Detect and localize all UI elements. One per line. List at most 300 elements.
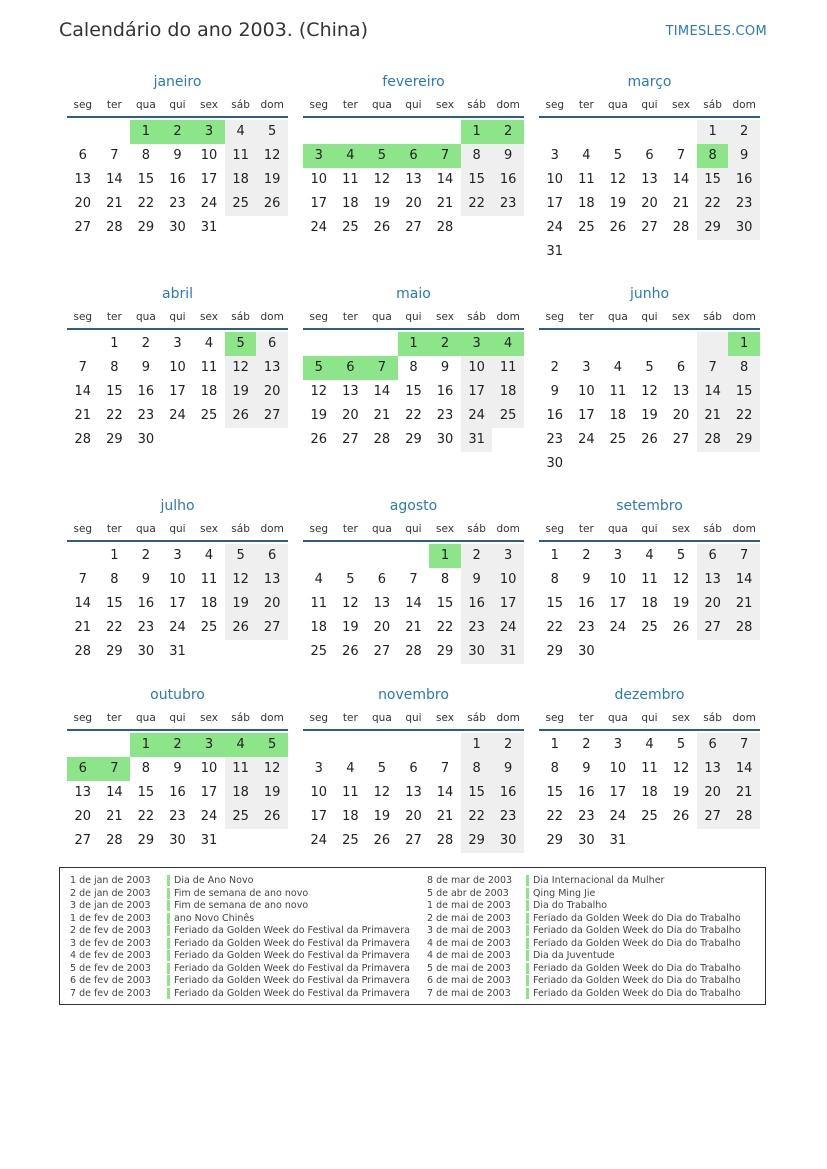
- day-cell: 22: [137, 196, 155, 211]
- day-cell: 13: [641, 172, 658, 187]
- day-cell: 12: [609, 172, 627, 187]
- day-cell: 28: [74, 644, 92, 659]
- day-cell: 5: [225, 544, 257, 568]
- holiday-day: 6: [67, 757, 99, 781]
- day-cell: 7: [78, 360, 87, 375]
- day-cell: 14: [373, 384, 391, 399]
- day-cell: 17: [609, 596, 627, 611]
- legend-date: 1 de fev de 2003: [70, 912, 151, 924]
- weekday-label: seg: [73, 311, 93, 323]
- legend-date: 2 de fev de 2003: [70, 925, 151, 936]
- day-cell: 8: [141, 761, 151, 776]
- day-cell: 9: [582, 761, 591, 776]
- holiday-day: 5: [256, 733, 288, 757]
- day-cell: 1: [550, 737, 559, 752]
- day-cell: 12: [256, 757, 288, 781]
- legend-row: [70, 900, 410, 913]
- empty-cell: [366, 120, 398, 144]
- holiday-day: 6: [398, 144, 430, 168]
- weekday-label: ter: [578, 523, 594, 535]
- day-cell: 6: [645, 148, 654, 163]
- holiday-color-marker: [167, 963, 170, 974]
- day-cell: 17: [169, 596, 186, 611]
- weekday-label: qua: [372, 712, 392, 724]
- day-cell: 9: [492, 757, 524, 781]
- day-cell: 2: [141, 336, 151, 351]
- legend-date: 7 de mai de 2003: [427, 987, 511, 999]
- weekday-label: qui: [641, 712, 658, 724]
- day-cell: 15: [137, 172, 155, 187]
- day-cell: 4: [314, 572, 323, 587]
- day-cell: 7: [409, 572, 418, 587]
- month-junho: [539, 282, 760, 476]
- month-agosto: [303, 494, 524, 664]
- day-cell: 26: [225, 616, 257, 640]
- day-cell: 15: [405, 384, 422, 399]
- day-cell: 2: [582, 548, 591, 563]
- holiday-day: 1: [429, 544, 461, 568]
- weekday-label: seg: [73, 712, 93, 724]
- month-name: junho: [629, 286, 670, 302]
- weekday-header: [539, 306, 760, 330]
- day-cell: 25: [200, 620, 218, 635]
- day-cell: 13: [342, 384, 359, 399]
- weekday-label: qui: [641, 523, 658, 535]
- legend-name: Fim de semana de ano novo: [174, 900, 309, 911]
- weekday-label: sáb: [703, 523, 722, 535]
- day-cell: 30: [169, 833, 186, 848]
- day-cell: 13: [74, 172, 92, 187]
- day-cell: 30: [546, 456, 564, 471]
- day-cell: 3: [582, 360, 591, 375]
- brand-link[interactable]: TIMESLES.COM: [665, 24, 767, 39]
- legend-date: 4 de mai de 2003: [427, 950, 511, 961]
- day-cell: 19: [256, 168, 288, 192]
- day-cell: 11: [200, 572, 218, 587]
- day-cell: 28: [436, 220, 454, 235]
- legend-date: 8 de mar de 2003: [427, 875, 513, 886]
- holiday-day: 2: [492, 120, 524, 144]
- legend-name: Feriado da Golden Week do Dia do Trabalho: [533, 962, 741, 974]
- legend-date: 6 de fev de 2003: [70, 975, 151, 986]
- holiday-day: 3: [193, 733, 225, 757]
- day-cell: 15: [436, 596, 454, 611]
- holiday-day: 3: [461, 332, 493, 356]
- day-cell: 16: [492, 168, 524, 192]
- day-cell: 19: [225, 592, 257, 616]
- day-cell: 17: [492, 592, 524, 616]
- day-cell: 11: [641, 572, 658, 587]
- day-cell: 9: [141, 360, 151, 375]
- legend-row: [70, 925, 410, 938]
- legend-date: 5 de abr de 2003: [427, 887, 509, 899]
- legend-row: [427, 963, 741, 976]
- weekday-label: dom: [260, 712, 284, 724]
- holiday-day: 7: [99, 757, 131, 781]
- day-cell: 22: [436, 620, 454, 635]
- day-cell: 30: [137, 644, 155, 659]
- day-cell: 3: [173, 548, 182, 563]
- day-cell: 31: [461, 428, 493, 452]
- day-cell: 26: [672, 620, 690, 635]
- weekday-label: qua: [608, 99, 628, 111]
- day-cell: 24: [461, 404, 493, 428]
- day-cell: 14: [697, 380, 729, 404]
- day-cell: 21: [436, 196, 454, 211]
- holiday-day: 5: [366, 144, 398, 168]
- day-cell: 27: [672, 432, 690, 447]
- weekday-label: sex: [436, 99, 455, 111]
- month-dezembro: [539, 683, 760, 853]
- legend-name: Feriado da Golden Week do Festival da Primavera: [174, 987, 410, 999]
- holiday-color-marker: [167, 913, 170, 924]
- day-cell: 7: [697, 356, 729, 380]
- legend-name: Feriado da Golden Week do Dia do Trabalho: [533, 987, 741, 999]
- day-cell: 30: [461, 640, 493, 664]
- day-cell: 8: [728, 356, 760, 380]
- month-janeiro: [67, 70, 288, 240]
- holiday-day: 3: [193, 120, 225, 144]
- day-cell: 5: [613, 148, 623, 163]
- day-cell: 14: [728, 568, 760, 592]
- weekday-label: sex: [200, 99, 219, 111]
- day-cell: 17: [461, 380, 493, 404]
- day-cell: 12: [672, 761, 690, 776]
- empty-cell: [335, 120, 367, 144]
- holiday-day: 8: [697, 144, 729, 168]
- holiday-color-marker: [167, 925, 170, 936]
- day-cell: 18: [641, 596, 658, 611]
- day-cell: 4: [204, 336, 214, 351]
- legend-date: 6 de mai de 2003: [427, 975, 511, 986]
- day-cell: 30: [728, 216, 760, 240]
- day-cell: 15: [697, 168, 729, 192]
- day-cell: 28: [728, 616, 760, 640]
- empty-cell: [665, 332, 697, 356]
- day-cell: 31: [492, 640, 524, 664]
- legend-column-left: [70, 875, 410, 1000]
- day-cell: 5: [676, 737, 686, 752]
- day-cell: 26: [672, 809, 690, 824]
- day-cell: 9: [141, 572, 151, 587]
- legend-date: 3 de jan de 2003: [70, 900, 151, 911]
- weekday-label: qua: [372, 99, 392, 111]
- day-cell: 5: [645, 360, 654, 375]
- legend-row: [427, 900, 741, 913]
- day-cell: 26: [641, 432, 658, 447]
- legend-name: Feriado da Golden Week do Festival da Primavera: [174, 925, 410, 936]
- legend-date: 4 de fev de 2003: [70, 950, 151, 961]
- legend-date: 1 de mai de 2003: [427, 900, 511, 911]
- day-cell: 15: [106, 596, 123, 611]
- weekday-label: dom: [732, 712, 756, 724]
- day-cell: 19: [310, 408, 328, 423]
- day-cell: 10: [609, 761, 627, 776]
- legend-date: 2 de mai de 2003: [427, 912, 511, 924]
- month-novembro: [303, 683, 524, 853]
- month-julho: [67, 494, 288, 664]
- day-cell: 14: [728, 757, 760, 781]
- day-cell: 20: [641, 196, 658, 211]
- day-cell: 6: [256, 544, 288, 568]
- legend-name: Feriado da Golden Week do Dia do Trabalho: [533, 912, 741, 924]
- empty-cell: [335, 733, 367, 757]
- day-cell: 12: [310, 384, 328, 399]
- weekday-label: sex: [436, 311, 455, 323]
- legend-row: [427, 988, 741, 1001]
- day-cell: 9: [461, 568, 493, 592]
- day-cell: 14: [436, 785, 454, 800]
- day-cell: 19: [672, 596, 690, 611]
- day-cell: 2: [141, 548, 151, 563]
- day-cell: 17: [578, 408, 595, 423]
- day-cell: 11: [609, 384, 627, 399]
- day-cell: 28: [728, 805, 760, 829]
- day-cell: 30: [578, 833, 595, 848]
- weekday-label: sex: [672, 712, 691, 724]
- day-cell: 12: [225, 356, 257, 380]
- day-cell: 18: [492, 380, 524, 404]
- day-cell: 11: [200, 360, 218, 375]
- day-cell: 24: [609, 620, 627, 635]
- weekday-header: [303, 707, 524, 731]
- day-cell: 27: [405, 833, 422, 848]
- day-cell: 16: [578, 596, 595, 611]
- holiday-color-marker: [167, 938, 170, 949]
- holiday-day: 7: [429, 144, 461, 168]
- day-cell: 27: [74, 833, 92, 848]
- day-cell: 29: [106, 644, 123, 659]
- day-cell: 20: [256, 592, 288, 616]
- day-cell: 21: [697, 404, 729, 428]
- holiday-color-marker: [526, 925, 529, 936]
- day-cell: 25: [342, 833, 359, 848]
- day-cell: 21: [373, 408, 391, 423]
- weekday-label: seg: [545, 712, 565, 724]
- weekday-label: dom: [732, 99, 756, 111]
- empty-cell: [539, 120, 571, 144]
- day-cell: 24: [169, 620, 186, 635]
- legend-date: 1 de jan de 2003: [70, 875, 151, 886]
- day-cell: 9: [440, 360, 450, 375]
- day-cell: 18: [200, 596, 218, 611]
- holiday-day: 2: [162, 733, 194, 757]
- day-cell: 26: [225, 404, 257, 428]
- day-cell: 29: [697, 216, 729, 240]
- empty-cell: [398, 120, 430, 144]
- empty-cell: [571, 332, 603, 356]
- holiday-day: 2: [429, 332, 461, 356]
- day-cell: 28: [697, 428, 729, 452]
- day-cell: 20: [373, 620, 391, 635]
- month-name: março: [627, 74, 672, 90]
- day-cell: 30: [492, 829, 524, 853]
- weekday-label: dom: [496, 311, 520, 323]
- weekday-label: qui: [641, 99, 658, 111]
- day-grid: [67, 733, 288, 853]
- day-cell: 25: [492, 404, 524, 428]
- day-cell: 5: [676, 548, 686, 563]
- weekday-label: ter: [578, 712, 594, 724]
- day-cell: 16: [461, 592, 493, 616]
- month-name: fevereiro: [382, 74, 445, 90]
- weekday-header: [67, 94, 288, 118]
- weekday-label: qua: [608, 712, 628, 724]
- weekday-header: [539, 518, 760, 542]
- day-cell: 28: [106, 833, 123, 848]
- day-cell: 31: [169, 644, 186, 659]
- day-cell: 18: [225, 781, 257, 805]
- weekday-header: [303, 306, 524, 330]
- legend-row: [70, 875, 410, 888]
- empty-cell: [366, 332, 398, 356]
- day-cell: 3: [492, 544, 524, 568]
- day-cell: 4: [645, 548, 654, 563]
- day-cell: 21: [405, 620, 422, 635]
- month-name: novembro: [378, 687, 449, 703]
- day-cell: 10: [310, 785, 328, 800]
- day-cell: 24: [169, 408, 186, 423]
- day-cell: 12: [672, 572, 690, 587]
- legend-row: [70, 938, 410, 951]
- weekday-label: sáb: [703, 712, 722, 724]
- day-cell: 15: [728, 380, 760, 404]
- legend-row: [70, 913, 410, 926]
- holiday-color-marker: [526, 975, 529, 986]
- day-cell: 14: [436, 172, 454, 187]
- day-cell: 16: [728, 168, 760, 192]
- day-cell: 24: [310, 833, 328, 848]
- legend-name: Feriado da Golden Week do Festival da Primavera: [174, 950, 410, 961]
- weekday-label: sáb: [231, 712, 250, 724]
- month-maio: [303, 282, 524, 452]
- day-cell: 20: [342, 408, 359, 423]
- weekday-label: sex: [672, 99, 691, 111]
- empty-cell: [67, 332, 99, 356]
- holiday-day: 4: [335, 144, 367, 168]
- empty-cell: [366, 733, 398, 757]
- day-cell: 8: [110, 572, 119, 587]
- month-name: abril: [161, 286, 193, 302]
- empty-cell: [634, 332, 666, 356]
- day-cell: 21: [74, 408, 92, 423]
- empty-cell: [67, 544, 99, 568]
- day-cell: 20: [697, 781, 729, 805]
- day-cell: 26: [310, 432, 328, 447]
- day-cell: 23: [436, 408, 454, 423]
- day-cell: 29: [546, 833, 564, 848]
- weekday-label: sáb: [231, 311, 250, 323]
- day-cell: 12: [225, 568, 257, 592]
- day-cell: 21: [728, 592, 760, 616]
- holiday-color-marker: [526, 913, 529, 924]
- day-cell: 20: [672, 408, 690, 423]
- day-cell: 22: [728, 404, 760, 428]
- day-cell: 4: [582, 148, 591, 163]
- day-cell: 1: [461, 733, 493, 757]
- day-cell: 29: [137, 220, 155, 235]
- month-março: [539, 70, 760, 264]
- day-cell: 1: [110, 336, 119, 351]
- empty-cell: [303, 120, 335, 144]
- empty-cell: [67, 120, 99, 144]
- day-grid: [539, 733, 760, 853]
- weekday-label: qua: [136, 712, 156, 724]
- day-cell: 18: [342, 809, 359, 824]
- day-cell: 2: [582, 737, 591, 752]
- day-cell: 19: [342, 620, 359, 635]
- day-cell: 25: [225, 192, 257, 216]
- weekday-label: seg: [545, 99, 565, 111]
- day-cell: 23: [578, 809, 595, 824]
- empty-cell: [429, 733, 461, 757]
- legend-name: Fim de semana de ano novo: [174, 887, 309, 899]
- weekday-label: sex: [200, 311, 219, 323]
- holiday-legend: [59, 867, 766, 1005]
- day-cell: 25: [342, 220, 359, 235]
- day-cell: 12: [373, 172, 391, 187]
- legend-row: [70, 988, 410, 1001]
- day-cell: 28: [436, 833, 454, 848]
- weekday-header: [303, 94, 524, 118]
- legend-date: 7 de fev de 2003: [70, 987, 151, 999]
- day-cell: 4: [204, 548, 214, 563]
- day-cell: 15: [137, 785, 155, 800]
- weekday-label: sex: [200, 712, 219, 724]
- holiday-color-marker: [526, 938, 529, 949]
- day-cell: 17: [169, 384, 186, 399]
- day-cell: 29: [728, 428, 760, 452]
- day-cell: 23: [169, 809, 186, 824]
- day-cell: 2: [728, 120, 760, 144]
- weekday-label: sex: [436, 523, 455, 535]
- weekday-label: sáb: [467, 712, 486, 724]
- legend-row: [427, 950, 741, 963]
- day-cell: 20: [256, 380, 288, 404]
- weekday-label: seg: [73, 99, 93, 111]
- day-cell: 22: [461, 192, 493, 216]
- day-grid: [539, 332, 760, 476]
- weekday-label: sáb: [467, 311, 486, 323]
- weekday-header: [303, 518, 524, 542]
- day-cell: 8: [440, 572, 450, 587]
- weekday-label: sáb: [467, 523, 486, 535]
- day-cell: 10: [492, 568, 524, 592]
- empty-cell: [366, 544, 398, 568]
- day-cell: 24: [310, 220, 328, 235]
- weekday-label: sáb: [467, 99, 486, 111]
- day-cell: 21: [106, 196, 123, 211]
- day-cell: 5: [256, 120, 288, 144]
- empty-cell: [335, 332, 367, 356]
- day-grid: [303, 544, 524, 664]
- empty-cell: [539, 332, 571, 356]
- empty-cell: [571, 120, 603, 144]
- weekday-label: qui: [405, 99, 422, 111]
- month-name: outubro: [150, 687, 205, 703]
- day-cell: 18: [225, 168, 257, 192]
- holiday-color-marker: [526, 875, 529, 886]
- day-cell: 9: [173, 761, 182, 776]
- weekday-label: sex: [672, 523, 691, 535]
- day-cell: 4: [613, 360, 623, 375]
- day-cell: 19: [373, 196, 391, 211]
- weekday-label: qui: [405, 311, 422, 323]
- day-cell: 12: [641, 384, 658, 399]
- day-cell: 2: [461, 544, 493, 568]
- weekday-label: ter: [106, 712, 122, 724]
- day-cell: 18: [200, 384, 218, 399]
